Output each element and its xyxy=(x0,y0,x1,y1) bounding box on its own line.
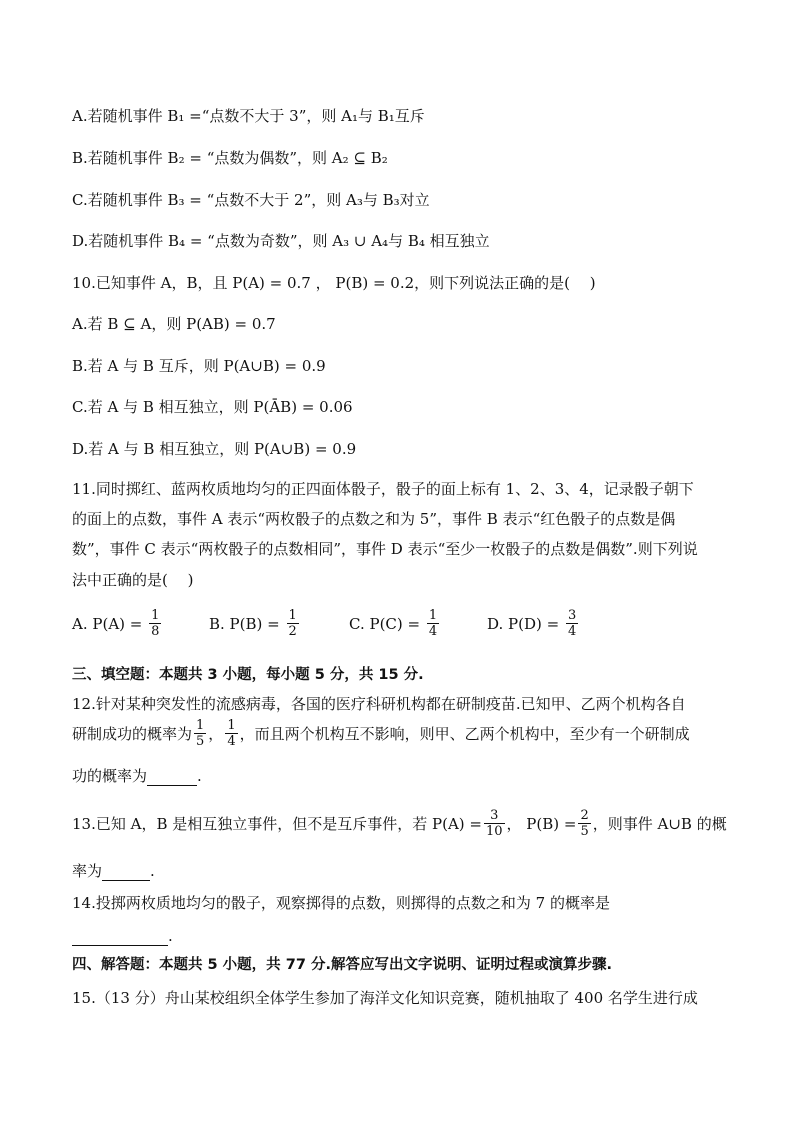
fraction: $\frac{1}{8}$ xyxy=(151,608,160,639)
q14-line-1: 14.投掷两枚质地均匀的骰子，观察掷得的点数，则掷得的点数之和为 7 的概率是 xyxy=(72,894,610,912)
fraction: $\frac{1}{4}$ xyxy=(227,718,236,749)
answer-blank xyxy=(72,931,168,946)
q12-line-1: 12.针对某种突发性的流感病毒，各国的医疗科研机构都在研制疫苗.已知甲、乙两个机构各自 xyxy=(72,695,686,713)
q11-option-d: D. P(D) = $\frac{3}{4}$ xyxy=(487,608,577,639)
q11-line-1: 11.同时掷红、蓝两枚质地均匀的正四面体骰子，骰子的面上标有 1、2、3、4，记录骰子朝下 xyxy=(72,480,694,498)
q13-line-2: 率为 . xyxy=(72,862,155,880)
q9-option-c: C.若随机事件 B₃ = “点数不大于 2”，则 A₃与 B₃对立 xyxy=(72,191,430,209)
fraction: $\frac{3}{10}$ xyxy=(485,808,503,839)
q13-line-1: 13.已知 A，B 是相互独立事件，但不是互斥事件，若 P(A) = $\frac{3}{10}$ ， P(B) = $\frac{2}{5}$ ，则事件 A∪B 的概 xyxy=(72,808,727,839)
q10-option-b: B.若 A 与 B 互斥，则 P(A∪B) = 0.9 xyxy=(72,357,326,375)
q12-line-3: 功的概率为 . xyxy=(72,767,202,785)
q11-line-3: 数”，事件 C 表示“两枚骰子的点数相同”，事件 D 表示“至少一枚骰子的点数是偶数”.则下列说 xyxy=(72,540,698,558)
q10-option-c: C.若 A 与 B 相互独立，则 P(ĀB) = 0.06 xyxy=(72,398,353,416)
q12-line-2: 研制成功的概率为 $\frac{1}{5}$ ， $\frac{1}{4}$ ，而且两个机构互不影响，则甲、乙两个机构中，至少有一个研制成 xyxy=(72,718,690,749)
q9-option-b: B.若随机事件 B₂ = “点数为偶数”，则 A₂ ⊆ B₂ xyxy=(72,149,388,167)
q9-option-a: A.若随机事件 B₁ =“点数不大于 3”，则 A₁与 B₁互斥 xyxy=(72,107,425,125)
q10-option-d: D.若 A 与 B 相互独立，则 P(A∪B) = 0.9 xyxy=(72,440,357,458)
answer-blank xyxy=(147,771,197,786)
fraction: $\frac{1}{4}$ xyxy=(428,608,438,639)
fraction: $\frac{3}{4}$ xyxy=(567,608,577,639)
q11-option-b: B. P(B) = $\frac{1}{2}$ xyxy=(209,608,297,639)
section-3-heading: 三、填空题：本题共 3 小题，每小题 5 分，共 15 分. xyxy=(72,667,424,683)
section-4-heading: 四、解答题：本题共 5 小题，共 77 分.解答应写出文字说明、证明过程或演算步骤. xyxy=(72,957,612,973)
fraction: $\frac{1}{2}$ xyxy=(288,608,297,639)
q11-line-4: 法中正确的是( ) xyxy=(72,571,194,589)
q9-option-d: D.若随机事件 B₄ = “点数为奇数”，则 A₃ ∪ A₄与 B₄ 相互独立 xyxy=(72,232,490,250)
fraction: $\frac{1}{5}$ xyxy=(196,718,205,749)
q15-line-1: 15.（13 分）舟山某校组织全体学生参加了海洋文化知识竞赛，随机抽取了 400 名学生进行成 xyxy=(72,989,698,1007)
answer-blank xyxy=(102,866,150,881)
q11-option-a: A. P(A) = $\frac{1}{8}$ xyxy=(72,608,160,639)
q11-line-2: 的面上的点数，事件 A 表示“两枚骰子的点数之和为 5”，事件 B 表示“红色骰子的点数是偶 xyxy=(72,510,676,528)
q10-stem: 10.已知事件 A，B，且 P(A) = 0.7 ， P(B) = 0.2，则下列说法正确的是( ) xyxy=(72,274,596,292)
q14-line-2: . xyxy=(72,926,173,946)
q10-option-a: A.若 B ⊆ A，则 P(AB) = 0.7 xyxy=(72,315,276,333)
fraction: $\frac{2}{5}$ xyxy=(580,808,589,839)
q11-option-c: C. P(C) = $\frac{1}{4}$ xyxy=(349,608,438,639)
